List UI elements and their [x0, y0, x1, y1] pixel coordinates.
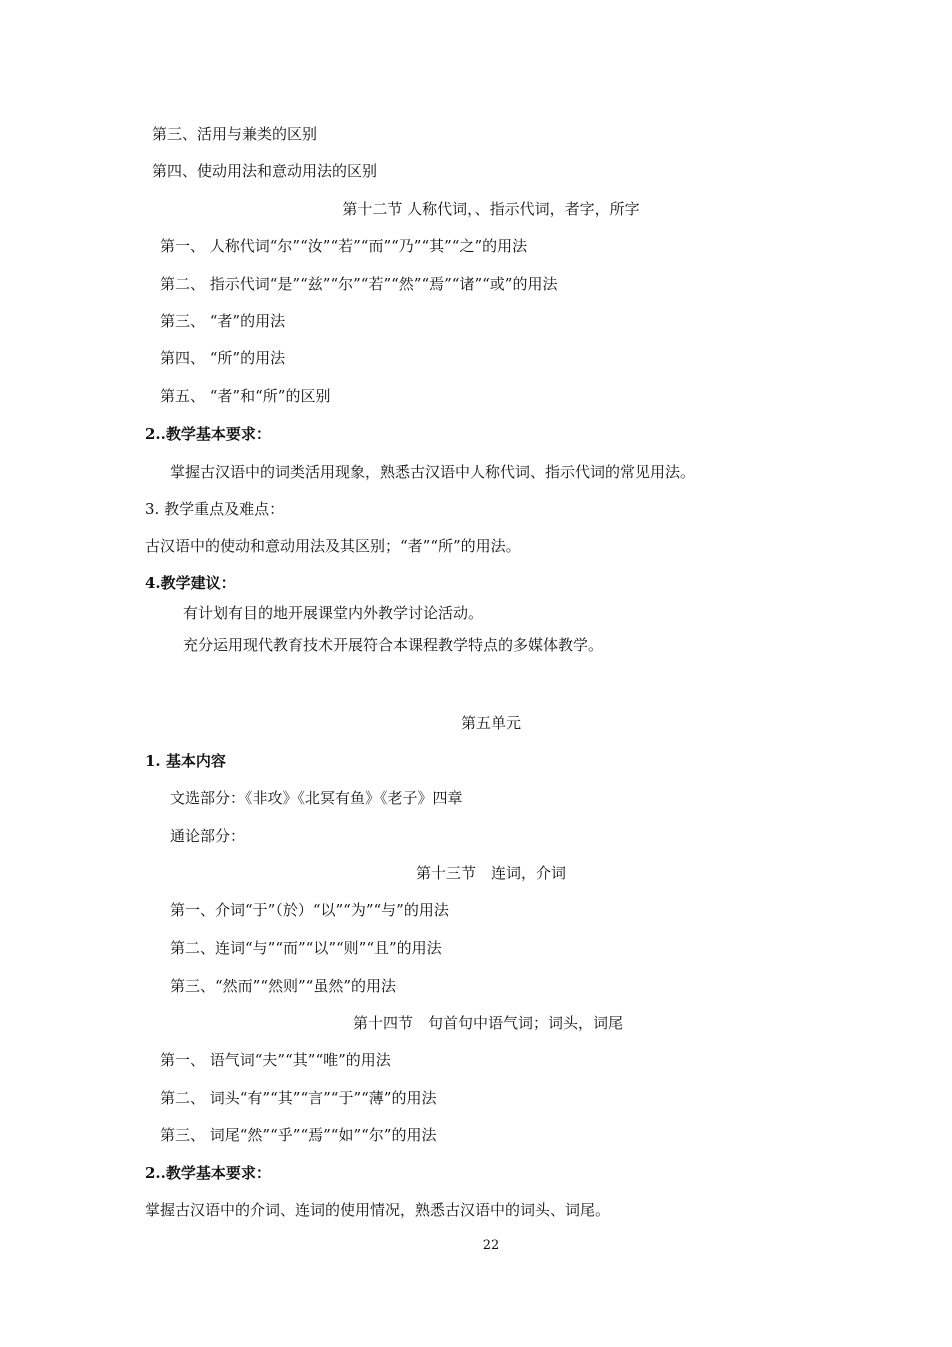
paragraph: 通论部分：	[170, 827, 246, 845]
section-heading: 第十四节 句首句中语气词；词头，词尾	[352, 1014, 623, 1032]
paragraph: 充分运用现代教育技术开展符合本课程教学特点的多媒体教学。	[183, 636, 604, 654]
outline-item: 第一、介词“于”（於）“以”“为”“与”的用法	[170, 901, 449, 919]
outline-item: 第三、 “者”的用法	[160, 312, 286, 330]
outline-item: 第三、“然而”“然则”“虽然”的用法	[170, 977, 397, 995]
outline-item: 第二、 词头“有”“其”“言”“于”“薄”的用法	[160, 1089, 437, 1107]
paragraph: 有计划有目的地开展课堂内外教学讨论活动。	[183, 604, 484, 622]
subheading: 3. 教学重点及难点：	[145, 500, 285, 518]
section-heading: 第十三节 连词，介词	[415, 864, 566, 882]
paragraph: 文选部分：《非攻》《北冥有鱼》《老子》四章	[170, 789, 463, 807]
subheading: 1. 基本内容	[145, 752, 226, 770]
outline-item: 第三、 词尾“然”“乎”“焉”“如”“尔”的用法	[160, 1126, 437, 1144]
paragraph: 掌握古汉语中的词类活用现象，熟悉古汉语中人称代词、指示代词的常见用法。	[170, 463, 696, 481]
outline-item: 第三、活用与兼类的区别	[152, 125, 318, 143]
outline-item: 第四、 “所”的用法	[160, 349, 286, 367]
outline-item: 第四、使动用法和意动用法的区别	[152, 162, 378, 180]
outline-item: 第一、 人称代词“尔”“汝”“若”“而”“乃”“其”“之”的用法	[160, 237, 528, 255]
subheading: 2..教学基本要求：	[145, 1164, 271, 1182]
page-number: 22	[482, 1238, 500, 1253]
subheading: 4.教学建议：	[145, 574, 236, 592]
paragraph: 古汉语中的使动和意动用法及其区别；“者”“所”的用法。	[145, 537, 521, 555]
section-heading: 第十二节 人称代词，、指示代词，者字，所字	[342, 200, 640, 218]
outline-item: 第二、 指示代词“是”“兹”“尔”“若”“然”“焉”“诸”“或”的用法	[160, 275, 558, 293]
outline-item: 第一、 语气词“夫”“其”“唯”的用法	[160, 1051, 391, 1069]
outline-item: 第二、连词“与”“而”“以”“则”“且”的用法	[170, 939, 442, 957]
outline-item: 第五、 “者”和“所”的区别	[160, 387, 331, 405]
paragraph: 掌握古汉语中的介词、连词的使用情况，熟悉古汉语中的词头、词尾。	[145, 1201, 611, 1219]
unit-title: 第五单元	[460, 714, 521, 732]
subheading: 2..教学基本要求：	[145, 425, 271, 443]
